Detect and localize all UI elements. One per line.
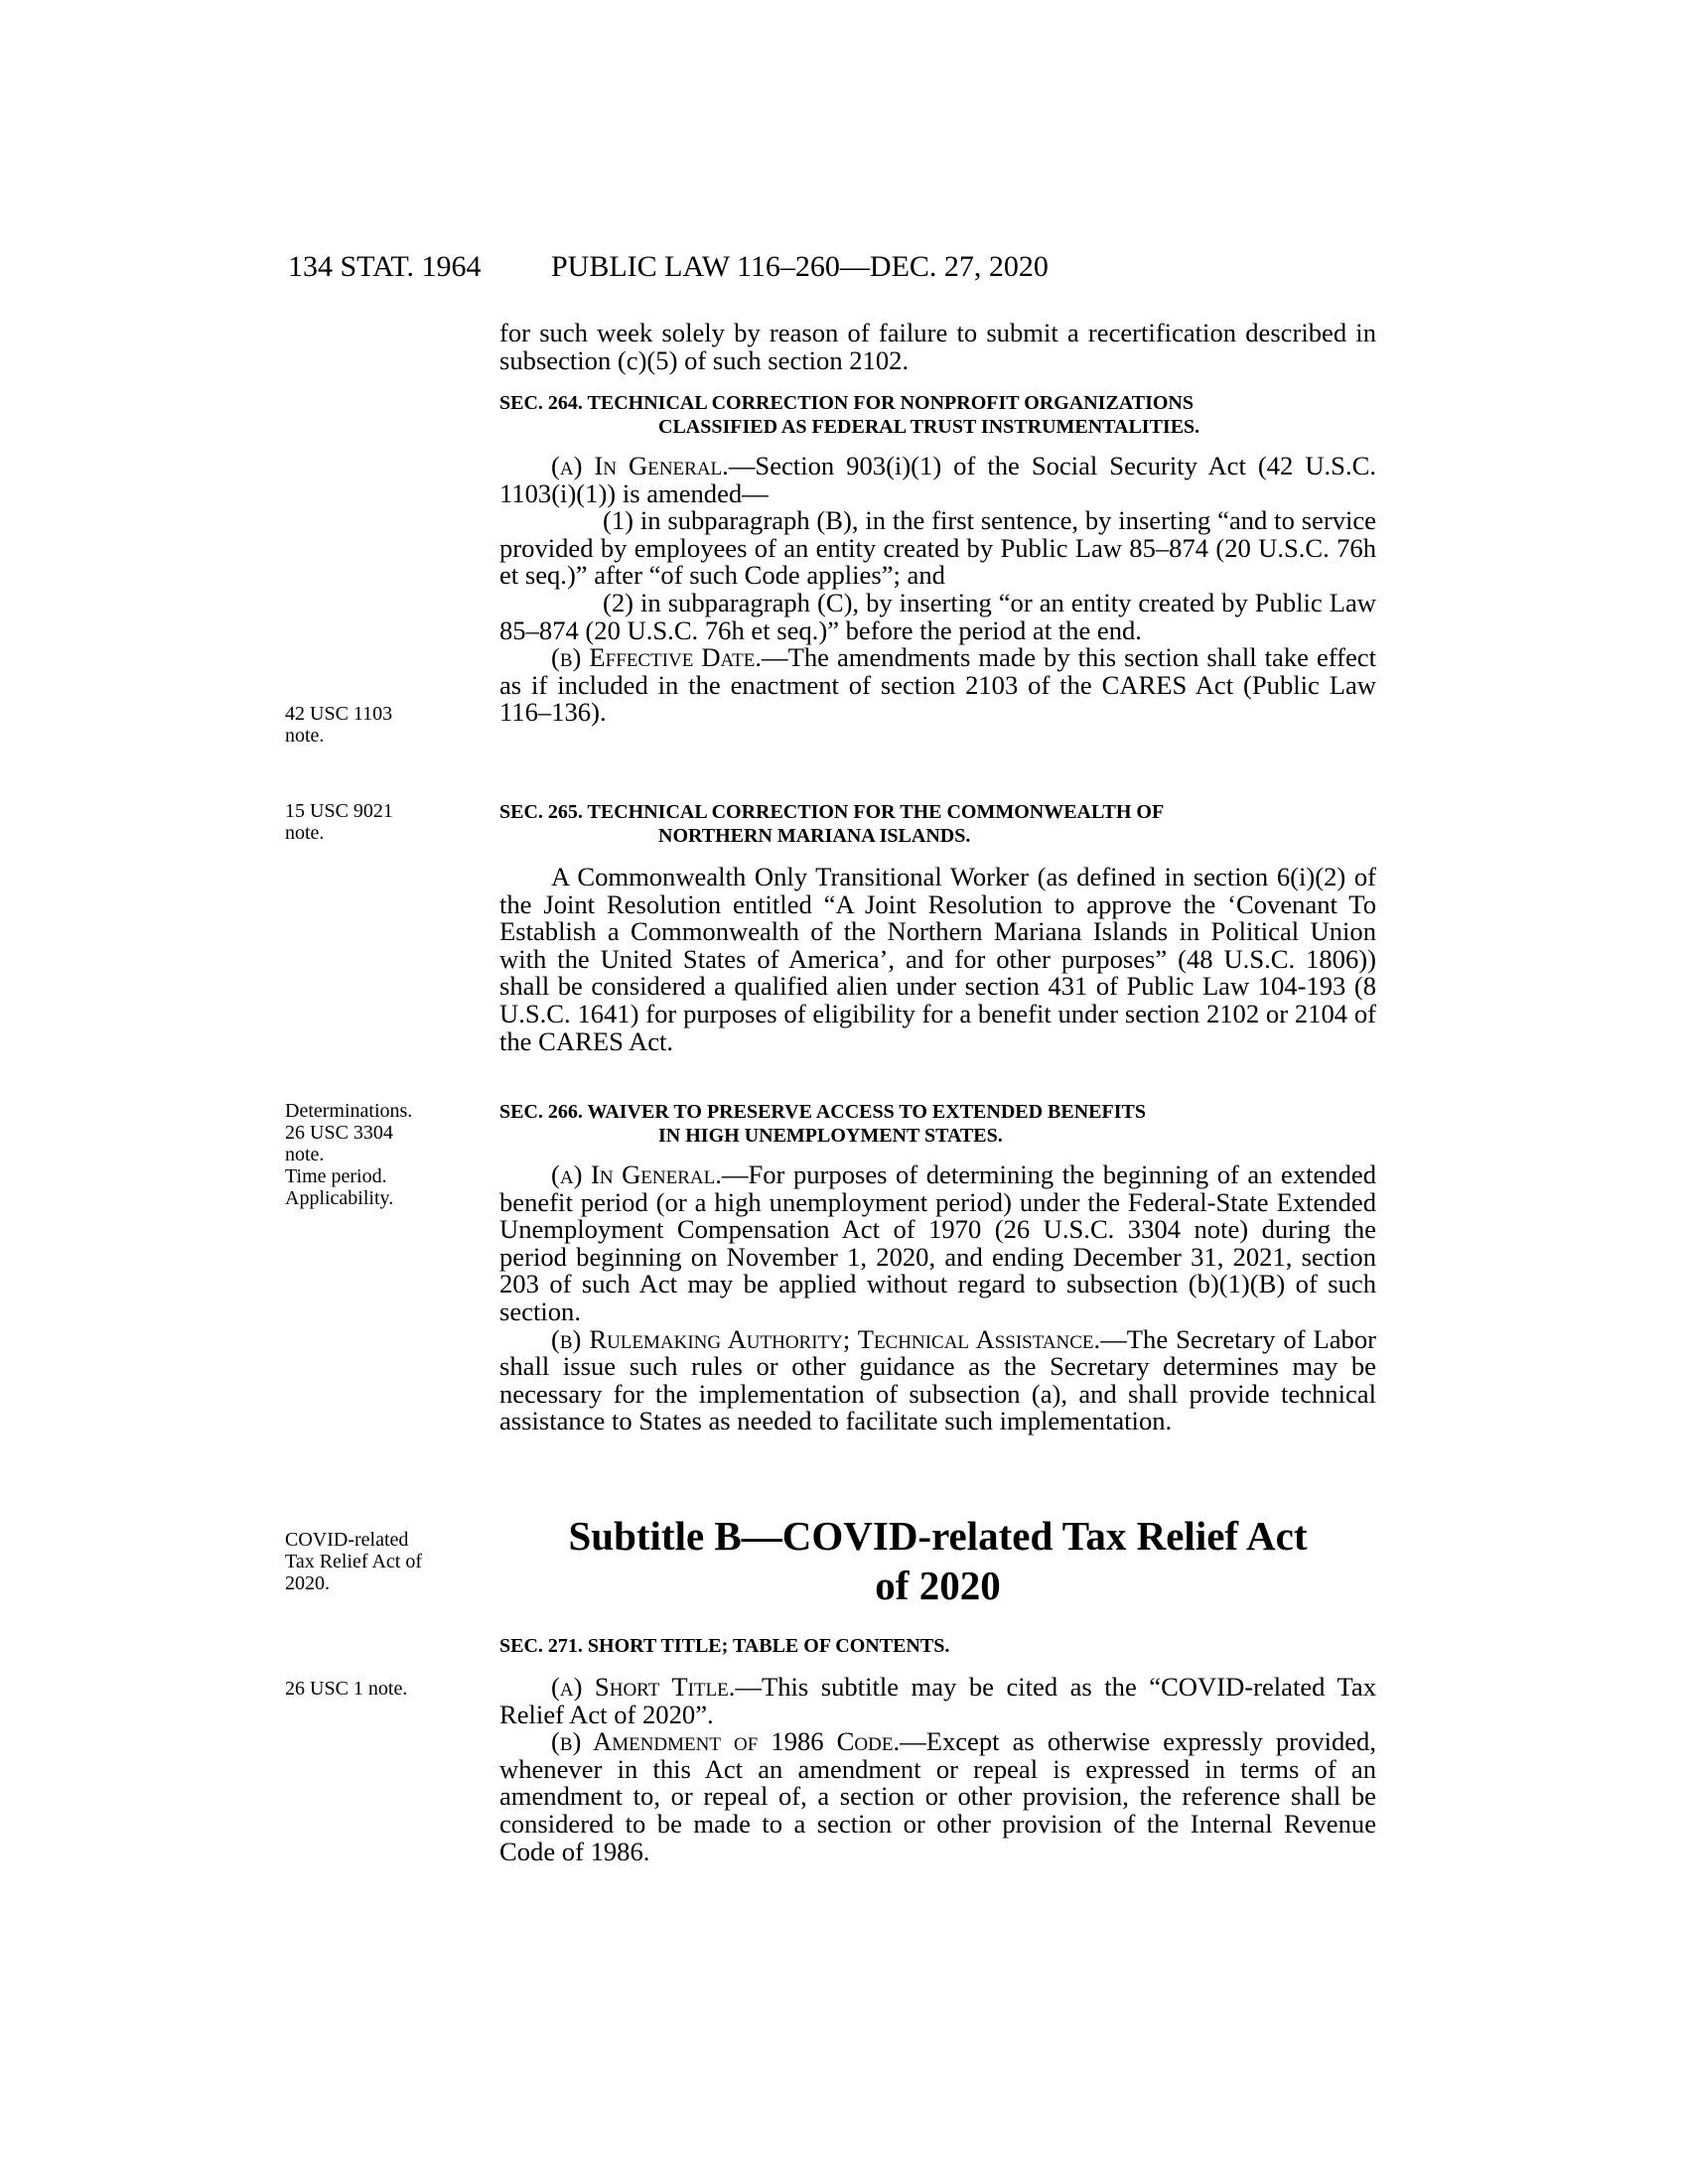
sec-271-b-text: —Except as otherwise expressly provided, whenever in this Act an amendment or repeal is expressed in terms of an amendment to, or repeal of, a section or other provision, the reference shall be considered to be made to a section or other provision of the Internal Revenue Code of 1986. [499,1726,1376,1866]
sec-264-heading [499,391,1376,439]
margin-note-line: note. [285,725,325,747]
subtitle-line1: Subtitle B—COVID-related Tax Relief Act [568,1513,1308,1559]
sec-264-body [499,453,1376,727]
margin-note-line: 42 USC 1103 [285,703,393,725]
page-stat-number: 134 STAT. 1964 [288,250,482,283]
sec-264-heading-line2: CLASSIFIED AS FEDERAL TRUST INSTRUMENTALITIES. [658,416,1200,438]
margin-note-line: note. [285,822,325,844]
sec-271-a-text: —This subtitle may be cited as the “COVID-related Tax Relief Act of 2020”. [499,1672,1376,1729]
sec-266-heading-line1: SEC. 266. WAIVER TO PRESERVE ACCESS TO EXTENDED BENEFITS [499,1101,1146,1123]
sec-264-subsection-b [499,644,1376,727]
margin-note-line: 2020. [285,1572,330,1594]
sec-271-body [499,1674,1376,1865]
sec-264-a-label: (a) In General. [551,451,729,480]
margin-note-line: COVID-related [285,1529,409,1551]
margin-note-line: note. [285,1144,325,1165]
sec-266-subsection-a [499,1161,1376,1326]
margin-note-26usc1 [285,1678,484,1700]
sec-266-a-label: (a) In General. [551,1160,722,1189]
margin-note-line: Tax Relief Act of [285,1551,422,1572]
sec-264-para-2: (2) in subparagraph (C), by inserting “or an entity created by Public Law 85–874 (20 U.S.C. 76h et seq.)” before the period at the end. [499,587,1376,645]
margin-note-covid-tax-relief [285,1529,484,1594]
continuation-text: for such week solely by reason of failure to submit a recertification described in subsection (c)(5) of such section 2102. [499,318,1376,375]
margin-note-line: Time period. [285,1165,387,1187]
subtitle-heading [499,1511,1376,1610]
margin-note-line: Determinations. [285,1100,413,1122]
margin-note-line: 26 USC 3304 [285,1122,393,1144]
page-running-title: PUBLIC LAW 116–260—DEC. 27, 2020 [551,250,1049,283]
sec-271-a-label: (a) Short Title. [551,1672,736,1702]
sec-271-heading [499,1634,1376,1658]
margin-note-line: 15 USC 9021 [285,800,393,822]
sec-271-subsection-a [499,1674,1376,1728]
margin-note-line: 26 USC 1 note. [285,1678,408,1700]
sec-264-a-text: —Section 903(i)(1) of the Social Security Act (42 U.S.C. 1103(i)(1)) is amended— [499,451,1376,508]
sec-266-subsection-b [499,1323,1377,1436]
sec-266-a-text: —For purposes of determining the beginning of an extended benefit period (or a high unemployment period) under the Federal-State Extended Unemployment Compensation Act of 1970 (26 U.S.C. 3304 note) during the period beginning on November 1, 2020, and ending December 31, 2021, section 203 of such Act may be applied without regard to subsection (b)(1)(B) of such section. [499,1160,1377,1326]
subtitle-line2: of 2020 [875,1563,1001,1608]
sec-265-body [499,864,1376,1055]
sec-266-b-label: (b) Rulemaking Authority; Technical Assistance. [551,1323,1101,1354]
sec-271-heading-line1: SEC. 271. SHORT TITLE; TABLE OF CONTENTS. [499,1635,950,1657]
margin-note-42usc1103 [285,703,484,747]
margin-note-15usc9021 [285,800,484,844]
sec-265-heading [499,800,1376,848]
sec-265-heading-line2: NORTHERN MARIANA ISLANDS. [658,825,971,847]
sec-266-b-text: —The Secretary of Labor shall issue such rules or other guidance as the Secretary determines may be necessary for the implementation of subsection (a), and shall provide technical assistance to States as needed to facilitate such implementation. [499,1323,1377,1436]
sec-264-b-text: —The amendments made by this section shall take effect as if included in the enactment of section 2103 of the CARES Act (Public Law 116–136). [499,642,1377,728]
sec-264-b-label: (b) Effective Date. [551,642,763,673]
sec-264-heading-line1: SEC. 264. TECHNICAL CORRECTION FOR NONPROFIT ORGANIZATIONS [499,392,1194,414]
sec-264-para-1: (1) in subparagraph (B), in the first sentence, by inserting “and to service provided by employees of an entity created by Public Law 85–874 (20 U.S.C. 76h et seq.)” after “of such Code applies”; and [499,505,1376,591]
sec-266-heading [499,1100,1376,1148]
sec-265-heading-line1: SEC. 265. TECHNICAL CORRECTION FOR THE COMMONWEALTH OF [499,801,1165,823]
continuation-paragraph [499,320,1376,374]
sec-265-text: A Commonwealth Only Transitional Worker (as defined in section 6(i)(2) of the Joint Resolution entitled “A Joint Resolution to approve the ‘Covenant To Establish a Commonwealth of the Northern Mariana Islands in Political Union with the United States of America’, and for other purposes” (48 U.S.C. 1806)) shall be considered a qualified alien under section 431 of Public Law 104-193 (8 U.S.C. 1641) for purposes of eligibility for a benefit under section 2102 or 2104 of the CARES Act. [499,862,1376,1056]
sec-271-subsection-b [499,1728,1376,1865]
sec-271-b-label: (b) Amendment of 1986 Code. [551,1726,901,1757]
sec-264-subsection-a [499,453,1376,507]
sec-266-heading-line2: IN HIGH UNEMPLOYMENT STATES. [658,1125,1003,1147]
margin-note-line: Applicability. [285,1187,394,1209]
margin-note-determinations [285,1100,484,1209]
sec-266-body [499,1161,1376,1435]
